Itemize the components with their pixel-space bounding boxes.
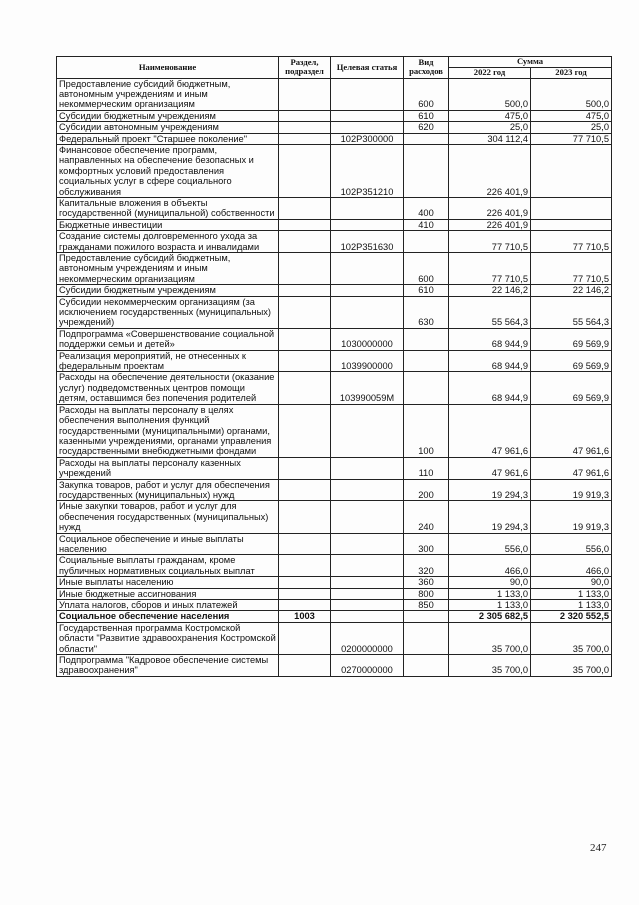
row-target xyxy=(331,533,404,555)
row-section xyxy=(279,110,331,121)
row-section xyxy=(279,588,331,599)
row-sum-2022: 475,0 xyxy=(449,110,531,121)
row-expense-type xyxy=(404,133,449,144)
row-sum-2022: 226 401,9 xyxy=(449,197,531,219)
row-expense-type: 100 xyxy=(404,404,449,457)
row-target: 102P300000 xyxy=(331,133,404,144)
row-sum-2023: 475,0 xyxy=(531,110,612,121)
row-sum-2023: 22 146,2 xyxy=(531,285,612,296)
table-row xyxy=(57,577,612,588)
row-sum-2022: 68 944,9 xyxy=(449,372,531,404)
row-section xyxy=(279,655,331,677)
row-sum-2022: 1 133,0 xyxy=(449,588,531,599)
row-name: Федеральный проект "Старшее поколение" xyxy=(57,133,279,144)
table-row xyxy=(57,588,612,599)
row-expense-type: 610 xyxy=(404,110,449,121)
table-row xyxy=(57,296,612,328)
header-target: Целевая статья xyxy=(331,57,404,79)
row-section xyxy=(279,372,331,404)
row-name: Социальное обеспечение населения xyxy=(57,611,279,622)
row-target xyxy=(331,296,404,328)
row-target xyxy=(331,219,404,230)
row-name: Расходы на обеспечение деятельности (оказание услуг) подведомственных центров помощи детям, оставшимся без попечения родителей xyxy=(57,372,279,404)
table-row xyxy=(57,231,612,253)
row-target xyxy=(331,197,404,219)
budget-table xyxy=(56,56,612,677)
row-target xyxy=(331,404,404,457)
row-expense-type xyxy=(404,611,449,622)
row-sum-2023: 1 133,0 xyxy=(531,588,612,599)
row-target xyxy=(331,78,404,110)
table-header xyxy=(57,57,612,79)
row-expense-type xyxy=(404,350,449,372)
header-expense-type: Вид расходов xyxy=(404,57,449,79)
table-row xyxy=(57,457,612,479)
row-target xyxy=(331,611,404,622)
row-section xyxy=(279,197,331,219)
row-sum-2023: 69 569,9 xyxy=(531,350,612,372)
table-row xyxy=(57,122,612,133)
row-sum-2022: 1 133,0 xyxy=(449,600,531,611)
row-sum-2023 xyxy=(531,197,612,219)
row-section xyxy=(279,253,331,285)
table-body xyxy=(57,78,612,676)
row-sum-2022: 304 112,4 xyxy=(449,133,531,144)
row-expense-type: 610 xyxy=(404,285,449,296)
row-sum-2023: 19 919,3 xyxy=(531,479,612,501)
row-sum-2022: 556,0 xyxy=(449,533,531,555)
row-sum-2022: 68 944,9 xyxy=(449,350,531,372)
row-sum-2022: 47 961,6 xyxy=(449,404,531,457)
row-section xyxy=(279,144,331,197)
row-target xyxy=(331,600,404,611)
row-expense-type xyxy=(404,372,449,404)
table-row xyxy=(57,197,612,219)
row-section xyxy=(279,285,331,296)
row-target xyxy=(331,479,404,501)
row-sum-2023: 69 569,9 xyxy=(531,372,612,404)
table-row xyxy=(57,372,612,404)
table-row xyxy=(57,110,612,121)
row-name: Иные бюджетные ассигнования xyxy=(57,588,279,599)
row-expense-type xyxy=(404,655,449,677)
row-target xyxy=(331,501,404,533)
row-sum-2022: 55 564,3 xyxy=(449,296,531,328)
row-expense-type: 300 xyxy=(404,533,449,555)
row-section xyxy=(279,600,331,611)
table-row xyxy=(57,404,612,457)
row-sum-2023: 25,0 xyxy=(531,122,612,133)
row-name: Создание системы долговременного ухода за гражданами пожилого возраста и инвалидами xyxy=(57,231,279,253)
row-sum-2023: 35 700,0 xyxy=(531,655,612,677)
table-row xyxy=(57,328,612,350)
table-row xyxy=(57,600,612,611)
row-sum-2023: 556,0 xyxy=(531,533,612,555)
row-expense-type: 850 xyxy=(404,600,449,611)
row-sum-2023: 466,0 xyxy=(531,555,612,577)
row-expense-type xyxy=(404,622,449,654)
row-sum-2023 xyxy=(531,219,612,230)
row-expense-type: 400 xyxy=(404,197,449,219)
row-name: Субсидии некоммерческим организациям (за исключением государственных (муниципальных) учреждений) xyxy=(57,296,279,328)
row-sum-2023: 2 320 552,5 xyxy=(531,611,612,622)
row-sum-2022: 22 146,2 xyxy=(449,285,531,296)
row-name: Иные закупки товаров, работ и услуг для обеспечения государственных (муниципальных) нужд xyxy=(57,501,279,533)
row-target xyxy=(331,122,404,133)
row-sum-2022: 68 944,9 xyxy=(449,328,531,350)
row-name: Субсидии бюджетным учреждениям xyxy=(57,285,279,296)
table-row xyxy=(57,501,612,533)
table-row xyxy=(57,555,612,577)
row-name: Иные выплаты населению xyxy=(57,577,279,588)
row-target xyxy=(331,285,404,296)
row-sum-2022: 35 700,0 xyxy=(449,622,531,654)
row-name: Расходы на выплаты персоналу в целях обеспечения выполнения функций государственными (муниципальными) органами, казенными учреждениями, органами управления государственными внебюджетными фондами xyxy=(57,404,279,457)
row-section xyxy=(279,122,331,133)
row-sum-2022: 25,0 xyxy=(449,122,531,133)
row-name: Предоставление субсидий бюджетным, автономным учреждениям и иным некоммерческим организациям xyxy=(57,253,279,285)
row-sum-2023: 19 919,3 xyxy=(531,501,612,533)
row-sum-2022: 2 305 682,5 xyxy=(449,611,531,622)
header-name: Наименование xyxy=(57,57,279,79)
row-expense-type: 360 xyxy=(404,577,449,588)
row-target xyxy=(331,577,404,588)
row-section xyxy=(279,328,331,350)
row-sum-2023: 77 710,5 xyxy=(531,133,612,144)
row-section xyxy=(279,457,331,479)
row-section xyxy=(279,533,331,555)
table-row xyxy=(57,219,612,230)
row-name: Расходы на выплаты персоналу казенных учреждений xyxy=(57,457,279,479)
row-expense-type: 600 xyxy=(404,78,449,110)
row-target xyxy=(331,457,404,479)
row-sum-2023 xyxy=(531,144,612,197)
table-row xyxy=(57,144,612,197)
row-sum-2022: 226 401,9 xyxy=(449,219,531,230)
row-expense-type: 620 xyxy=(404,122,449,133)
row-target: 102P351630 xyxy=(331,231,404,253)
row-sum-2022: 77 710,5 xyxy=(449,231,531,253)
table-row xyxy=(57,622,612,654)
row-target: 1030000000 xyxy=(331,328,404,350)
row-section xyxy=(279,577,331,588)
table-row xyxy=(57,533,612,555)
row-section xyxy=(279,133,331,144)
row-expense-type xyxy=(404,144,449,197)
row-sum-2023: 35 700,0 xyxy=(531,622,612,654)
row-sum-2022: 77 710,5 xyxy=(449,253,531,285)
table-row xyxy=(57,133,612,144)
row-expense-type xyxy=(404,328,449,350)
header-section: Раздел, подраздел xyxy=(279,57,331,79)
row-section xyxy=(279,296,331,328)
table-row xyxy=(57,611,612,622)
row-name: Капитальные вложения в объекты государственной (муниципальной) собственности xyxy=(57,197,279,219)
table-row xyxy=(57,78,612,110)
row-sum-2022: 90,0 xyxy=(449,577,531,588)
row-sum-2023: 77 710,5 xyxy=(531,253,612,285)
header-sum: Сумма xyxy=(449,57,612,68)
header-year-2022: 2022 год xyxy=(449,68,531,79)
row-target: 0200000000 xyxy=(331,622,404,654)
row-section xyxy=(279,479,331,501)
row-name: Подпрограмма "Кадровое обеспечение системы здравоохранения" xyxy=(57,655,279,677)
table-row xyxy=(57,285,612,296)
row-name: Социальное обеспечение и иные выплаты населению xyxy=(57,533,279,555)
row-name: Субсидии автономным учреждениям xyxy=(57,122,279,133)
row-section xyxy=(279,622,331,654)
table-row xyxy=(57,253,612,285)
row-sum-2022: 47 961,6 xyxy=(449,457,531,479)
row-section xyxy=(279,404,331,457)
row-expense-type: 200 xyxy=(404,479,449,501)
row-section xyxy=(279,219,331,230)
row-section xyxy=(279,501,331,533)
row-name: Социальные выплаты гражданам, кроме публичных нормативных социальных выплат xyxy=(57,555,279,577)
row-name: Предоставление субсидий бюджетным, автономным учреждениям и иным некоммерческим организациям xyxy=(57,78,279,110)
row-sum-2023: 1 133,0 xyxy=(531,600,612,611)
row-target: 103990059M xyxy=(331,372,404,404)
row-sum-2023: 77 710,5 xyxy=(531,231,612,253)
row-section xyxy=(279,555,331,577)
row-section xyxy=(279,78,331,110)
row-target: 102P351210 xyxy=(331,144,404,197)
table-row xyxy=(57,350,612,372)
row-expense-type: 600 xyxy=(404,253,449,285)
row-name: Бюджетные инвестиции xyxy=(57,219,279,230)
row-expense-type: 410 xyxy=(404,219,449,230)
row-name: Уплата налогов, сборов и иных платежей xyxy=(57,600,279,611)
row-section xyxy=(279,350,331,372)
row-name: Реализация мероприятий, не отнесенных к федеральным проектам xyxy=(57,350,279,372)
header-year-2023: 2023 год xyxy=(531,68,612,79)
row-target xyxy=(331,588,404,599)
row-target xyxy=(331,555,404,577)
row-expense-type: 320 xyxy=(404,555,449,577)
row-sum-2022: 226 401,9 xyxy=(449,144,531,197)
page-number: 247 xyxy=(590,842,607,854)
row-sum-2023: 47 961,6 xyxy=(531,457,612,479)
row-target xyxy=(331,110,404,121)
row-sum-2022: 35 700,0 xyxy=(449,655,531,677)
row-name: Субсидии бюджетным учреждениям xyxy=(57,110,279,121)
row-expense-type: 110 xyxy=(404,457,449,479)
row-sum-2022: 466,0 xyxy=(449,555,531,577)
row-sum-2022: 500,0 xyxy=(449,78,531,110)
row-expense-type xyxy=(404,231,449,253)
table-row xyxy=(57,479,612,501)
row-target: 1039900000 xyxy=(331,350,404,372)
row-target: 0270000000 xyxy=(331,655,404,677)
row-sum-2023: 55 564,3 xyxy=(531,296,612,328)
row-sum-2023: 90,0 xyxy=(531,577,612,588)
row-sum-2022: 19 294,3 xyxy=(449,479,531,501)
row-sum-2023: 69 569,9 xyxy=(531,328,612,350)
table-row xyxy=(57,655,612,677)
row-target xyxy=(331,253,404,285)
row-section: 1003 xyxy=(279,611,331,622)
row-name: Финансовое обеспечение программ, направленных на обеспечение безопасных и комфортных условий предоставления социальных услуг в сфере социального обслуживания xyxy=(57,144,279,197)
row-name: Подпрограмма «Совершенствование социальной поддержки семьи и детей» xyxy=(57,328,279,350)
row-expense-type: 800 xyxy=(404,588,449,599)
row-section xyxy=(279,231,331,253)
row-name: Закупка товаров, работ и услуг для обеспечения государственных (муниципальных) нужд xyxy=(57,479,279,501)
row-expense-type: 630 xyxy=(404,296,449,328)
row-sum-2023: 500,0 xyxy=(531,78,612,110)
row-sum-2022: 19 294,3 xyxy=(449,501,531,533)
row-expense-type: 240 xyxy=(404,501,449,533)
row-sum-2023: 47 961,6 xyxy=(531,404,612,457)
row-name: Государственная программа Костромской области "Развитие здравоохранения Костромской области" xyxy=(57,622,279,654)
